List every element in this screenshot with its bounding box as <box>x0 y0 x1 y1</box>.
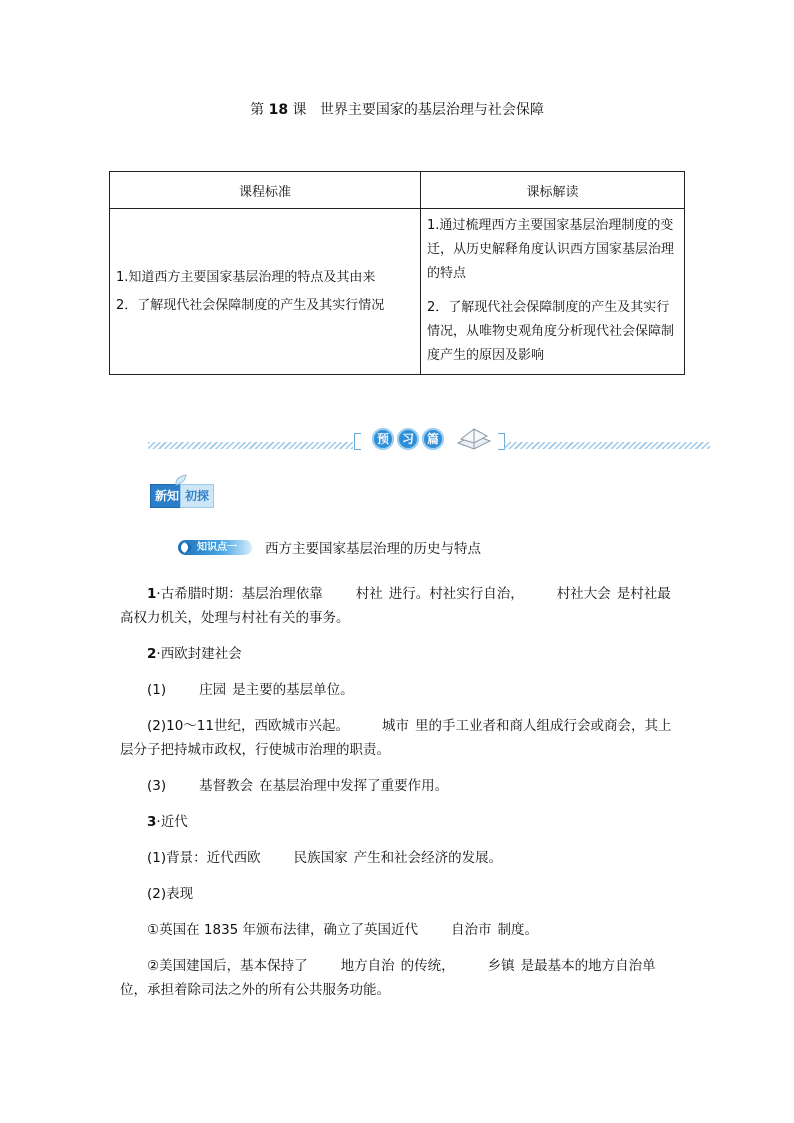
paragraph <box>120 642 676 666</box>
paragraph <box>120 954 676 1002</box>
knowledge-point-title: 西方主要国家基层治理的历史与特点 <box>265 541 481 557</box>
page-title <box>0 99 794 119</box>
answer-blank: 乡镇 <box>487 958 515 974</box>
banner-char: 篇 <box>422 428 444 450</box>
text-span: ·近代 <box>156 814 188 830</box>
paragraph <box>120 810 676 834</box>
standard-cell <box>110 209 421 375</box>
answer-blank: 自治市 <box>451 922 492 938</box>
text-span: ②美国建国后，基本保持了 <box>147 958 308 974</box>
curriculum-table <box>109 171 685 375</box>
banner-hatch-left <box>148 442 353 449</box>
standard-item: 1.知道西方主要国家基层治理的特点及其由来 <box>116 269 376 285</box>
paragraph <box>120 774 676 798</box>
leaf-icon <box>174 474 188 486</box>
lesson-suffix: 课 <box>292 102 307 118</box>
text-span: 的传统， <box>400 958 455 974</box>
item-number: 1 <box>147 586 157 602</box>
banner-hatch-right <box>504 442 710 449</box>
banner-bracket-left <box>354 433 361 450</box>
item-number: 3 <box>147 814 157 830</box>
lesson-prefix: 第 <box>250 102 265 118</box>
interpretation-item: 1.通过梳理西方主要国家基层治理制度的变迁，从历史解释角度认识西方国家基层治理的特点 <box>427 218 675 281</box>
lesson-number: 18 <box>268 102 289 118</box>
knowledge-point-label: 知识点一 <box>197 541 237 553</box>
paragraph <box>120 846 676 870</box>
knowledge-point-pill <box>178 540 252 555</box>
answer-blank: 地方自治 <box>340 958 395 974</box>
badge-part-explore: 初探 <box>180 484 214 508</box>
interpretation-item: 2．了解现代社会保障制度的产生及其实行情况，从唯物史观角度分析现代社会保障制度产生的原因及影响 <box>427 300 675 363</box>
banner-char: 习 <box>397 428 419 450</box>
text-span: 制度。 <box>497 922 539 938</box>
text-span: (1)背景：近代西欧 <box>147 850 261 866</box>
section-banner <box>148 428 710 452</box>
lesson-title-text: 世界主要国家的基层治理与社会保障 <box>319 102 544 118</box>
banner-char: 预 <box>372 428 394 450</box>
paragraph <box>120 678 676 702</box>
text-span: (1) <box>147 682 167 698</box>
book-icon <box>455 425 493 451</box>
paragraph <box>120 714 676 762</box>
text-span: 进行。村社实行自治， <box>388 586 524 602</box>
answer-blank: 村社 <box>355 586 383 602</box>
text-span: 里的手工业者和商人组成行会或商会，其上层分子把持城市政权，行使城市治理的职责。 <box>120 718 672 758</box>
paragraph <box>120 582 676 630</box>
answer-blank: 庄园 <box>199 682 227 698</box>
text-span: ·古希腊时期：基层治理依靠 <box>156 586 323 602</box>
text-span: 是最基本的地方自治单位，承担着除司法之外的所有公共服务功能。 <box>120 958 656 998</box>
standard-item: 2．了解现代社会保障制度的产生及其实行情况 <box>116 297 385 313</box>
answer-blank: 城市 <box>381 718 409 734</box>
paragraph <box>120 918 676 942</box>
answer-blank: 村社大会 <box>556 586 611 602</box>
text-span: 是主要的基层单位。 <box>232 682 354 698</box>
table-header-interpretation: 课标解读 <box>421 172 685 209</box>
text-span: ①英国在 1835 年颁布法律，确立了英国近代 <box>147 922 419 938</box>
text-span: ·西欧封建社会 <box>156 646 242 662</box>
item-number: 2 <box>147 646 157 662</box>
text-span: (3) <box>147 778 167 794</box>
text-span: 产生和社会经济的发展。 <box>353 850 503 866</box>
knowledge-point-heading <box>178 537 481 557</box>
new-knowledge-badge <box>150 484 214 506</box>
table-header-row <box>110 172 685 209</box>
interpretation-cell <box>421 209 685 375</box>
paragraph: (2)表现 <box>147 886 194 902</box>
table-header-standard: 课程标准 <box>110 172 421 209</box>
badge-part-new: 新知 <box>150 484 184 508</box>
half-circle-icon <box>181 542 192 553</box>
answer-blank: 民族国家 <box>293 850 348 866</box>
text-span: 是村社最高权力机关，处理与村社有关的事务。 <box>120 586 671 626</box>
text-span: 在基层治理中发挥了重要作用。 <box>259 778 449 794</box>
table-row <box>110 209 685 375</box>
text-span: (2)10～11世纪，西欧城市兴起。 <box>147 718 349 734</box>
content-body <box>120 582 676 1002</box>
answer-blank: 基督教会 <box>199 778 254 794</box>
